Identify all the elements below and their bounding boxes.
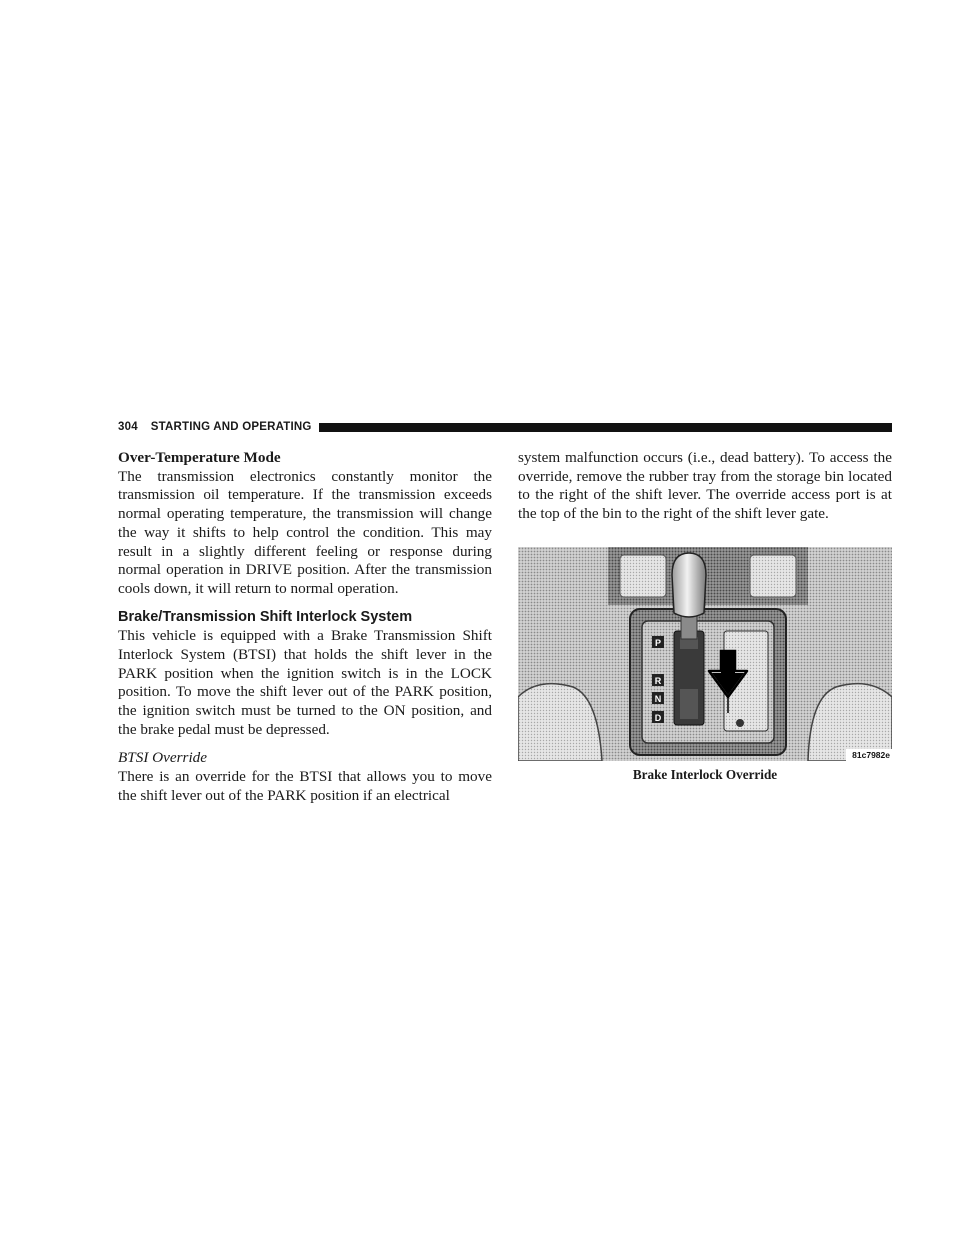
- paragraph-btsi-override: There is an override for the BTSI that allows you to move the shift lever out of the PARK position if an electrical: [118, 768, 492, 804]
- paragraph-shift-interlock: This vehicle is equipped with a Brake Transmission Shift Interlock System (BTSI) that holds the shift lever in the PARK position when the ignition switch is in the LOCK position. To move the shift lever out of the PARK position, the ignition switch must be turned to the ON position, and the brake pedal must be depressed.: [118, 627, 492, 738]
- figure-code: 81c7982e: [852, 750, 890, 760]
- heading-btsi-override: BTSI Override: [118, 748, 207, 766]
- gear-label-d: D: [654, 713, 662, 723]
- header-rule: [319, 423, 892, 432]
- paragraph-override-access: system malfunction occurs (i.e., dead battery). To access the override, remove the rubber tray from the storage bin located to the right of the shift lever. The override access port is at the top of the bin to the right of the shift lever gate.: [518, 449, 892, 523]
- heading-shift-interlock-system: Brake/Transmission Shift Interlock System: [118, 608, 413, 625]
- gear-label-p: P: [654, 638, 662, 648]
- shift-console-illustration: [518, 547, 892, 761]
- page-header: [118, 419, 892, 435]
- section-title: STARTING AND OPERATING: [150, 421, 312, 433]
- page-number: 304: [118, 421, 138, 433]
- gear-label-r: R: [654, 676, 662, 686]
- heading-over-temperature-mode: Over-Temperature Mode: [118, 449, 281, 466]
- paragraph-over-temperature: The transmission electronics constantly monitor the transmission oil temperature. If the transmission exceeds normal operating temperature, the transmission will change the way it shifts to help control the condition. This may result in a slightly different feeling or response during normal operation in DRIVE position. After the transmission cools down, it will return to normal operation.: [118, 467, 492, 597]
- brake-interlock-figure: [518, 547, 892, 761]
- left-column: [118, 449, 492, 806]
- right-column: [518, 449, 892, 524]
- figure-caption: Brake Interlock Override: [632, 767, 778, 782]
- gear-label-n: N: [654, 694, 662, 704]
